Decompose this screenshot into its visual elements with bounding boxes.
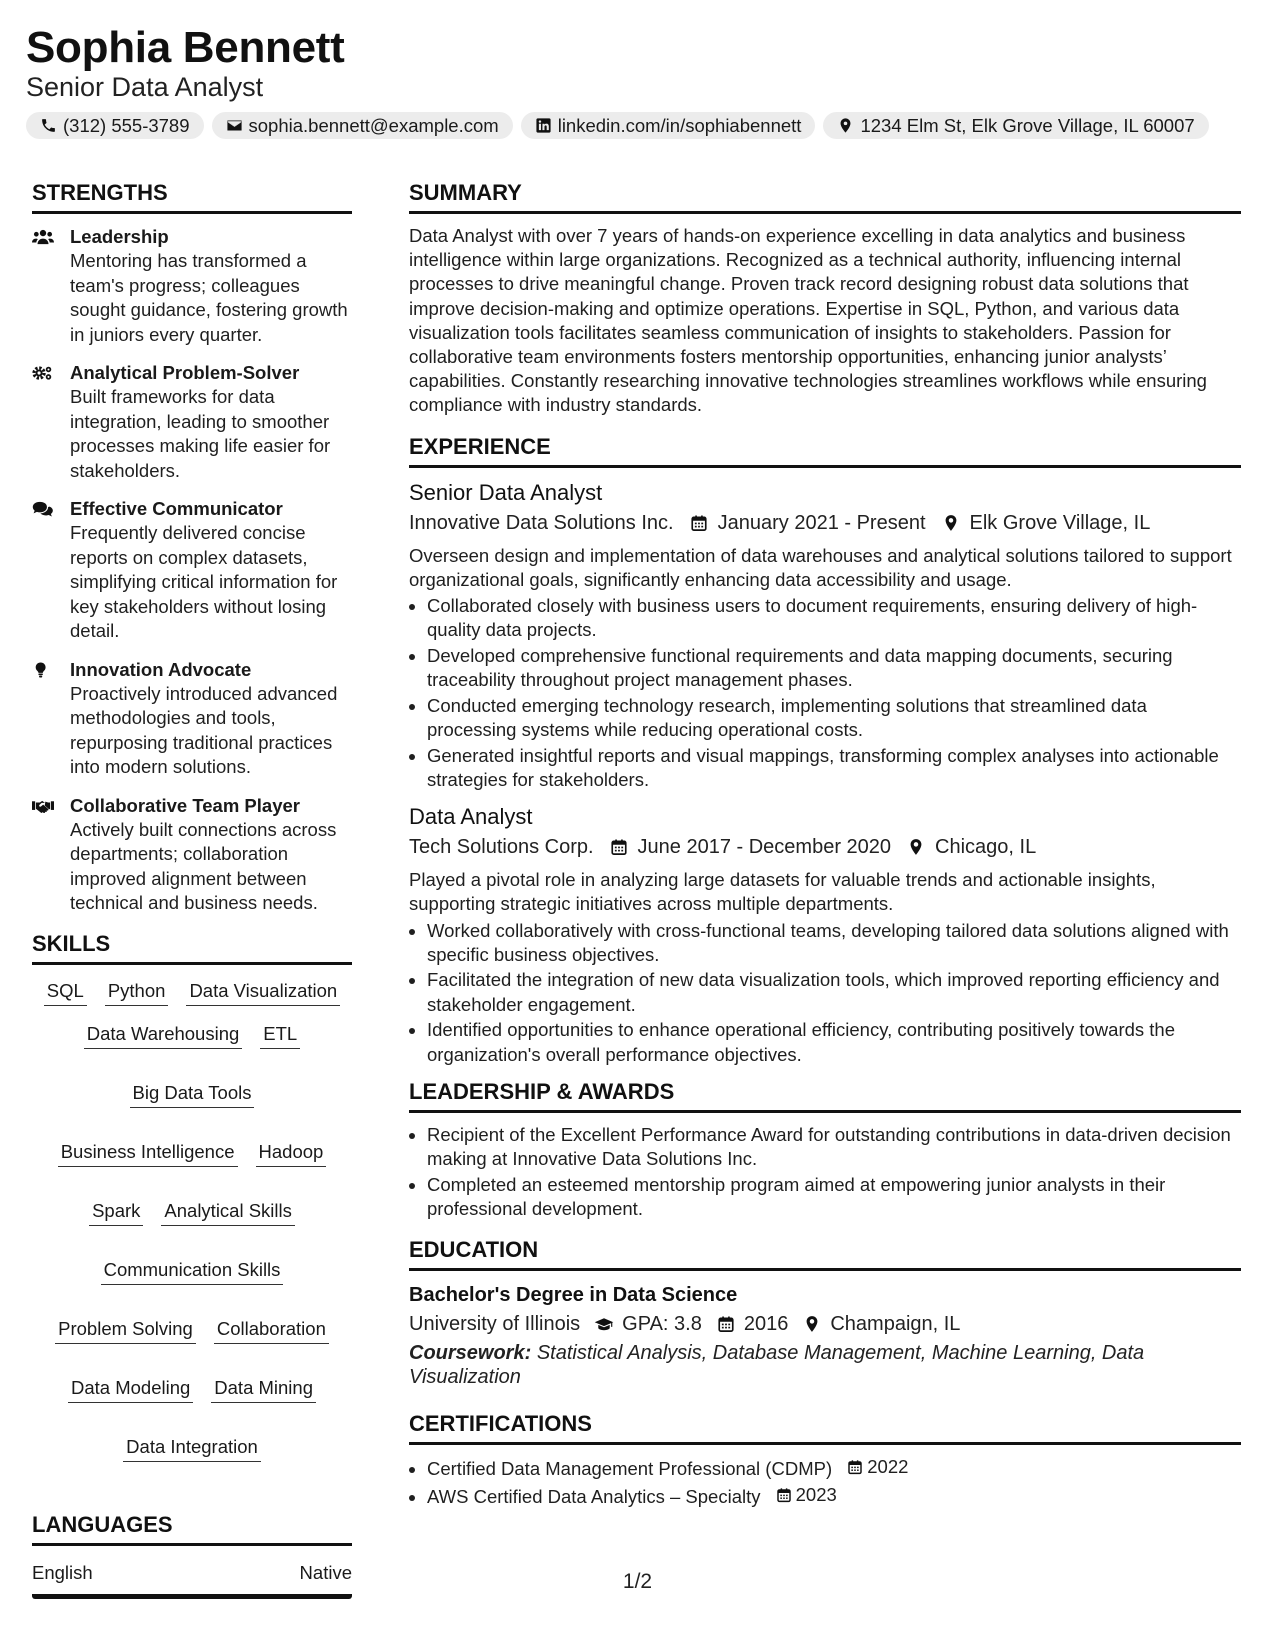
lightbulb-icon (32, 661, 54, 679)
map-marker-icon (942, 514, 960, 532)
experience-section (409, 432, 1241, 1067)
summary-text: Data Analyst with over 7 years of hands-on experience excelling in data analytics and business intelligence within large organizations. Recognized as a technical authority, influencing internal processes to drive meaningful change. Proven track record designing robust data solutions that improve decision-making and optimize operations. Expertise in SQL, Python, and various data visualization tools facilitates seamless communication of insights to stakeholders. Passion for collaborative team environments fosters mentorship opportunities, enhancing junior analysts’ capabilities. Constantly researching innovative technologies streamlines workflows while ensuring compliance with industry standards. (409, 225, 1207, 416)
skill-tag: Analytical Skills (161, 1199, 295, 1226)
strength-title: Analytical Problem-Solver (70, 362, 300, 383)
calendar-icon (776, 1487, 792, 1503)
certifications-list (409, 1455, 1241, 1509)
strength-description: Built frameworks for data integration, leading to smoother processes making life easier for stakeholders. (70, 386, 331, 481)
job-role: Senior Data Analyst (409, 479, 603, 505)
page-number: 1/2 (622, 1570, 653, 1593)
job-role: Data Analyst (409, 804, 533, 830)
language-name: English (32, 1561, 93, 1583)
summary-section (409, 178, 1241, 418)
skills-list (32, 973, 352, 1462)
map-marker-icon (837, 117, 854, 134)
linkedin-contact[interactable] (521, 112, 816, 139)
handshake-icon (32, 797, 54, 815)
education-year: 2016 (743, 1313, 789, 1336)
strength-item (32, 360, 352, 483)
education-school: University of Illinois (409, 1313, 581, 1336)
job-bullets (409, 919, 1241, 1067)
education-coursework (409, 1341, 1241, 1389)
job-bullet: • Facilitated the integration of new data visualization tools, which improved reporting efficiency and stakeholder engagement. (427, 968, 1241, 1016)
skill-tag: Business Intelligence (58, 1140, 238, 1167)
skill-tag: SQL (44, 979, 87, 1006)
strength-description: Frequently delivered concise reports on complex datasets, simplifying critical information for key stakeholders without losing detail. (70, 522, 338, 641)
job-location: Elk Grove Village, IL (969, 511, 1151, 534)
users-icon (32, 228, 54, 246)
skill-tag: Data Warehousing (84, 1022, 243, 1049)
strength-description: Mentoring has transformed a team's progress; colleagues sought guidance, fostering growth in juniors every quarter. (70, 250, 348, 345)
experience-heading: EXPERIENCE (409, 432, 1241, 468)
job-bullet: • Collaborated closely with business users to document requirements, ensuring delivery of high-quality data projects. (427, 594, 1241, 642)
awards-heading: LEADERSHIP & AWARDS (409, 1077, 1241, 1113)
skills-section (32, 929, 352, 1462)
strengths-section (32, 178, 352, 916)
education-degree: Bachelor's Degree in Data Science (409, 1284, 738, 1307)
award-item: • Recipient of the Excellent Performance Award for outstanding contributions in data-driven decision making at Innovative Data Solutions Inc. (427, 1123, 1241, 1171)
job-location: Chicago, IL (935, 836, 1037, 859)
contact-bar (26, 112, 1245, 139)
calendar-icon (690, 514, 708, 532)
resume-header (26, 22, 1245, 139)
candidate-name: Sophia Bennett (26, 23, 345, 72)
envelope-icon (226, 117, 243, 134)
candidate-title: Senior Data Analyst (26, 72, 264, 102)
education-gpa: GPA: 3.8 (622, 1313, 702, 1336)
strength-item (32, 224, 352, 347)
job-bullet: • Developed comprehensive functional requirements and data mapping documents, securing traceability throughout project management phases. (427, 644, 1241, 692)
gears-icon (32, 364, 54, 382)
languages-heading: LANGUAGES (32, 1510, 352, 1546)
education-location: Champaign, IL (830, 1313, 961, 1336)
certification-item (427, 1483, 1241, 1509)
strength-item (32, 657, 352, 780)
strength-title: Leadership (70, 226, 169, 247)
skill-tag: Data Modeling (68, 1376, 193, 1403)
job-bullet: • Generated insightful reports and visual mappings, transforming complex analyses into actionable strategies for stakeholders. (427, 744, 1241, 792)
education-meta (409, 1309, 1241, 1339)
summary-heading: SUMMARY (409, 178, 1241, 214)
job-description: Overseen design and implementation of data warehouses and analytical solutions tailored to support organizational goals, significantly enhancing data accessibility and usage. (409, 544, 1232, 590)
map-marker-icon (907, 838, 925, 856)
comments-icon (32, 500, 54, 518)
skill-tag: Python (105, 979, 169, 1006)
awards-list (409, 1123, 1241, 1221)
award-item: • Completed an esteemed mentorship program aimed at empowering junior analysts in their professional development. (427, 1173, 1241, 1221)
certification-year: 2023 (795, 1483, 837, 1505)
email-text: sophia.bennett@example.com (248, 114, 499, 136)
graduation-cap-icon (594, 1315, 614, 1333)
job-bullet: • Conducted emerging technology research, implementing solutions that streamlined data processing systems while reducing operational costs. (427, 694, 1241, 742)
certification-name: Certified Data Management Professional (CDMP) (427, 1458, 833, 1480)
job-description: Played a pivotal role in analyzing large datasets for valuable trends and actionable insights, supporting strategic initiatives across multiple departments. (409, 869, 1156, 915)
address-contact[interactable] (823, 112, 1208, 139)
coursework-label: Coursework: (409, 1342, 532, 1365)
calendar-icon (716, 1315, 736, 1333)
certification-item (427, 1455, 1241, 1481)
strength-item (32, 496, 352, 644)
job-meta (409, 508, 1241, 538)
job-entry (409, 802, 1241, 1067)
certifications-section (409, 1409, 1241, 1509)
skill-tag: Big Data Tools (130, 1081, 255, 1108)
education-section (409, 1235, 1241, 1389)
job-entry (409, 478, 1241, 793)
strength-title: Innovation Advocate (70, 658, 252, 680)
job-meta (409, 832, 1241, 862)
skill-tag: Data Integration (123, 1435, 261, 1462)
job-dates: June 2017 - December 2020 (637, 836, 892, 859)
certification-name: AWS Certified Data Analytics – Specialty (427, 1485, 761, 1507)
skill-tag: Spark (89, 1199, 143, 1226)
map-marker-icon (802, 1315, 822, 1333)
job-bullet: • Worked collaboratively with cross-functional teams, developing tailored data solutions aligned with specific business objectives. (427, 919, 1241, 967)
language-level: Native (299, 1561, 352, 1583)
right-column (409, 178, 1241, 1511)
skill-tag: Collaboration (214, 1317, 329, 1344)
skill-tag: Problem Solving (55, 1317, 196, 1344)
certifications-heading: CERTIFICATIONS (409, 1409, 1241, 1445)
job-dates: January 2021 - Present (717, 511, 926, 534)
strength-item (32, 793, 352, 916)
strength-title: Collaborative Team Player (70, 794, 300, 816)
strength-description: Actively built connections across departments; collaboration improved alignment between technical and business needs. (70, 818, 337, 913)
skills-heading: SKILLS (32, 929, 352, 965)
skill-tag: Communication Skills (101, 1258, 284, 1285)
calendar-icon (610, 838, 628, 856)
phone-icon (40, 117, 57, 134)
phone-text: (312) 555-3789 (63, 114, 190, 136)
strengths-heading: STRENGTHS (32, 178, 352, 214)
job-bullet: • Identified opportunities to enhance operational efficiency, contributing positively towards the organization's overall performance objectives. (427, 1018, 1241, 1066)
skill-tag: ETL (260, 1022, 300, 1049)
certification-year: 2022 (867, 1456, 909, 1478)
education-heading: EDUCATION (409, 1235, 1241, 1271)
awards-section (409, 1077, 1241, 1221)
job-company: Tech Solutions Corp. (409, 836, 594, 859)
phone-contact[interactable] (26, 112, 204, 139)
coursework-list: Statistical Analysis, Database Management, Machine Learning, Data Visualization (409, 1342, 1145, 1389)
left-column (32, 178, 352, 1599)
skill-tag: Hadoop (256, 1140, 327, 1167)
strength-title: Effective Communicator (70, 498, 283, 519)
job-company: Innovative Data Solutions Inc. (409, 511, 674, 534)
linkedin-text: linkedin.com/in/sophiabennett (557, 114, 802, 136)
email-contact[interactable] (212, 112, 513, 139)
linkedin-icon (535, 117, 552, 134)
job-bullets (409, 594, 1241, 792)
skill-tag: Data Mining (211, 1376, 316, 1403)
calendar-icon (847, 1459, 863, 1475)
address-text: 1234 Elm St, Elk Grove Village, IL 60007 (860, 114, 1195, 136)
skill-tag: Data Visualization (186, 979, 340, 1006)
strength-description: Proactively introduced advanced methodologies and tools, repurposing traditional practices into modern solutions. (70, 682, 338, 777)
